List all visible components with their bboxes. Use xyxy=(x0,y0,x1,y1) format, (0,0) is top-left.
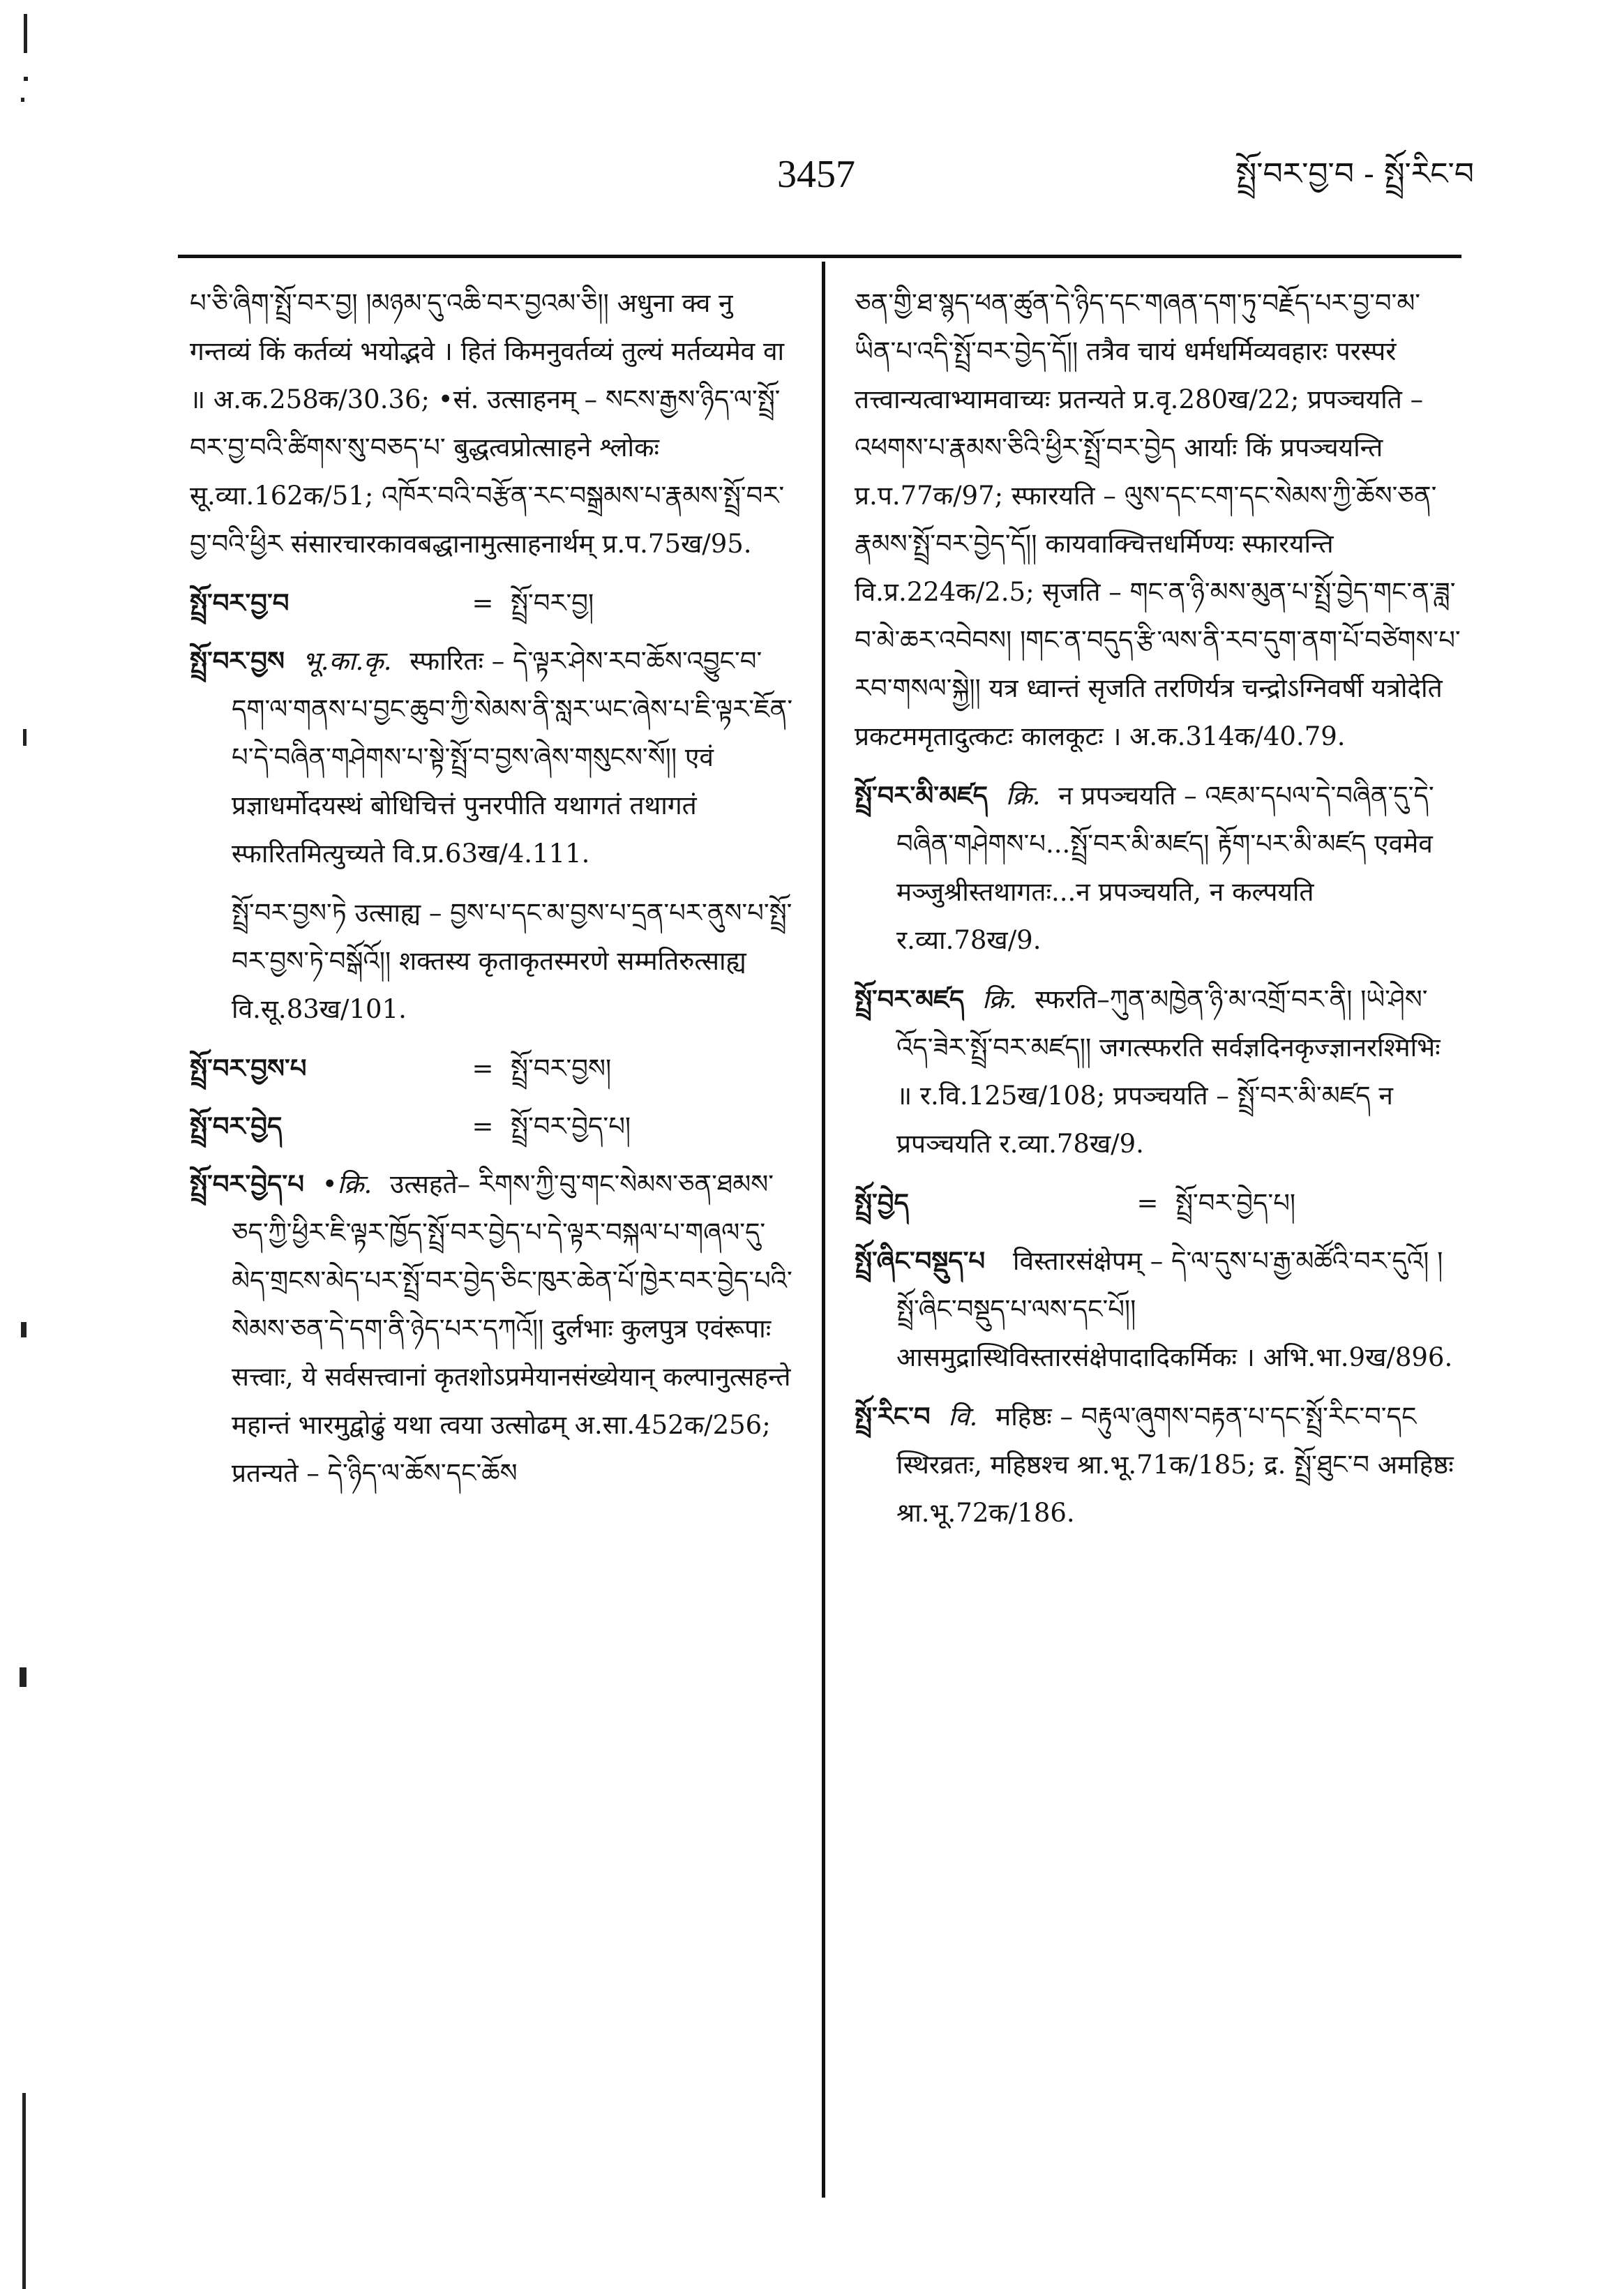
dictionary-entry xyxy=(855,975,1461,1168)
xref-target: སྤྲོ་བར་བྱས། xyxy=(511,1053,612,1083)
entry-body: महिष्ठः – བརྟུལ་ཞུགས་བརྟན་པ་དང་སྤྲོ་རིང་བ་དང स्थिरव्रतः, महिष्ठश्च श्रा.भू.71क/185; द्र. སྤྲོ་ཐུང་བ अमहिष्ठः श्रा.भू.72क/186. xyxy=(896,1402,1454,1528)
entry-body: उत्सहते– རིགས་ཀྱི་བུ་གང་སེམས་ཅན་ཐམས་ཅད་ཀྱི་ཕྱིར་ཇི་ལྟར་ཁྱོད་སྤྲོ་བར་བྱེད་པ་དེ་ལྟར་བསྐལ་པ་གཞལ་དུ་མེད་གྲངས་མེད་པར་སྤྲོ་བར་བྱེད་ཅིང་ཁུར་ཆེན་པོ་ཁྱེར་བར་བྱེད་པའི་སེམས་ཅན་དེ་དག་ནི་ཉེད་པར་དཀའོ།། दुर्लभाः कुलपुत्र एवंरूपाः सत्त्वाः, ये सर्वसत्त्वानां कृतशोऽप्रमेयानसंख्येयान् कल्पानुत्सहन्ते महान्तं भारमुद्वोढुं यथा त्वया उत्सोढम् अ.सा.452क/256; प्रतन्यते – དེ་ཉིད་ལ་ཆོས་དང་ཆོས xyxy=(232,1169,792,1488)
xref-headword: སྤྲོ་བར་བྱ་བ xyxy=(190,587,290,618)
equals-sign: = xyxy=(1136,1188,1159,1218)
grammar-tag: •क्रि. xyxy=(322,1169,373,1199)
grammar-tag: वि. xyxy=(948,1402,978,1432)
xref-target: སྤྲོ་བར་བྱེད་པ། xyxy=(1175,1188,1296,1218)
entry-body: स्फारितः – དེ་ལྟར་ཤེས་རབ་ཆོས་འབྱུང་བ་དག་ལ་གནས་པ་བྱང་ཆུབ་ཀྱི་སེམས་ནི་སླར་ཡང་ཞེས་པ་ཇི་ལྟར་ཇོན་པ་དེ་བཞིན་གཤེགས་པ་སྟེ་སྤྲོ་བ་བྱས་ཞེས་གསུངས་སོ།། एवं प्रज्ञाधर्मोदयस्थं बोधिचित्तं पुनरपीति यथागतं तथागतं स्फारितमित्युच्यते वि.प्र.63ख/4.111. xyxy=(232,646,793,869)
dictionary-entry xyxy=(855,1393,1461,1537)
grammar-tag: क्रि. xyxy=(1005,781,1041,811)
scan-margin-marks xyxy=(0,0,84,2289)
right-column xyxy=(855,279,1461,2191)
grammar-tag: भू.का.कृ. xyxy=(302,646,392,676)
cross-reference xyxy=(190,579,797,627)
cross-reference xyxy=(855,1179,1461,1227)
entry-headword: སྤྲོ་བར་མི་མཛད xyxy=(855,780,988,811)
xref-target: སྤྲོ་བར་བྱ། xyxy=(511,588,594,618)
dictionary-entry xyxy=(855,1237,1461,1381)
entry-headword: སྤྲོ་རིང་བ xyxy=(855,1401,931,1432)
entry-headword: སྤྲོ་ཞིང་བསྡུད་པ xyxy=(855,1245,986,1276)
entry-body: न प्रपञ्चयति – འཇམ་དཔལ་དེ་བཞིན་དུ་དེ་བཞིན་གཤེགས་པ...སྤྲོ་བར་མི་མཛད། རྟོག་པར་མི་མཛད एवमेव मञ्जुश्रीस्तथागतः...न प्रपञ्चयति, न कल्पयति र.व्या.78ख/9. xyxy=(896,781,1434,955)
column-divider xyxy=(822,262,825,2198)
running-head: སྤྲོ་བར་བྱ་བ - སྤྲོ་རིང་བ xyxy=(1235,156,1474,192)
cross-reference xyxy=(190,1044,797,1093)
cross-reference xyxy=(190,1102,797,1150)
xref-headword: སྤྲོ་བར་བྱེད xyxy=(190,1111,283,1141)
entry-headword: སྤྲོ་བར་བྱས xyxy=(190,645,285,676)
continuation-text: ཅན་གྱི་ཐ་སྙད་ཕན་ཚུན་དེ་ཉིད་དང་གཞན་དག་ཏུ་བརྗོད་པར་བྱ་བ་མ་ཡིན་པ་འདི་སྤྲོ་བར་བྱེད་དོ།། तत्रैव चायं धर्मधर्मिव्यवहारः परस्परं तत्त्वान्यत्वाभ्यामवाच्यः प्रतन्यते प्र.वृ.280ख/22; प्रपञ्चयति – འཕགས་པ་རྣམས་ཅིའི་ཕྱིར་སྤྲོ་བར་བྱེད आर्याः किं प्रपञ्चयन्ति प्र.प.77क/97; स्फारयति – ལུས་དང་ངག་དང་སེམས་ཀྱི་ཆོས་ཅན་རྣམས་སྤྲོ་བར་བྱེད་དོ།། कायवाक्चित्तधर्मिण्यः स्फारयन्ति वि.प्र.224क/2.5; सृजति – གང་ན་ཉི་མས་མུན་པ་སྤྲོ་བྱེད་གང་ན་ཟླ་བ་མེ་ཆར་འབེབས། །གང་ན་བདུད་རྩི་ལས་ནི་རབ་དུག་ནག་པོ་བཙེགས་པ་རབ་གསལ་སྐྱེ།། यत्र ध्वान्तं सृजति तरणिर्यत्र चन्द्रोऽग्निवर्षी यत्रोदेति प्रकटममृतादुत्कटः कालकूटः । अ.क.314क/40.79. xyxy=(855,288,1461,751)
equals-sign: = xyxy=(472,588,494,618)
entry-body: विस्तारसंक्षेपम् – དེ་ལ་དུས་པ་རྒྱ་མཚོའི་བར་དུའོ། །སྤྲོ་ཞིང་བསྡུད་པ་ལས་དང་པོ།། आसमुद्रास्थिविस्तारसंक्षेपादादिकर्मिकः । अभि.भा.9ख/896. xyxy=(896,1246,1453,1372)
page-number: 3457 xyxy=(777,153,855,196)
header-rule xyxy=(178,255,1461,258)
xref-headword: སྤྲོ་བར་བྱས་པ xyxy=(190,1053,307,1083)
sub-entry: སྤྲོ་བར་བྱས་ཏེ उत्साह्य – བྱས་པ་དང་མ་བྱས་པ་དྲན་པར་ནུས་པ་སྤྲོ་བར་བྱས་ཏེ་བསྒོའོ།། शक्तस्य कृताकृतस्मरणे सम्मतिरुत्साह्य वि.सू.83ख/101. xyxy=(232,898,792,1024)
continuation-text: པ་ཅི་ཞིག་སྤྲོ་བར་བྱ། །མཉམ་དུ་འཆི་བར་བྱའམ་ཅི།། अधुना क्व नु गन्तव्यं किं कर्तव्यं भयोद्भवे । हितं किमनुवर्तव्यं तुल्यं मर्तव्यमेव वा ॥ अ.क.258क/30.36; •सं. उत्साहनम् – སངས་རྒྱས་ཉིད་ལ་སྤྲོ་བར་བྱ་བའི་ཚིགས་སུ་བཅད་པ་ बुद्धत्वप्रोत्साहने श्लोकः सू.व्या.162क/51; འཁོར་བའི་བརྩོན་རང་བསྒྲམས་པ་རྣམས་སྤྲོ་བར་བྱ་བའི་ཕྱིར संसारचारकावबद्धानामुत्साहनार्थम् प्र.प.75ख/95. xyxy=(190,288,785,559)
xref-target: སྤྲོ་བར་བྱེད་པ། xyxy=(511,1111,631,1141)
entry-headword: སྤྲོ་བར་བྱེད་པ xyxy=(190,1169,304,1199)
grammar-tag: क्रि. xyxy=(982,984,1017,1014)
equals-sign: = xyxy=(472,1053,494,1083)
dictionary-entry xyxy=(190,637,797,878)
equals-sign: = xyxy=(472,1111,494,1141)
entry-body: स्फरति–ཀུན་མཁྱེན་ཉི་མ་འགྲོ་བར་ནི། །ཡེ་ཤེས་འོད་ཟེར་སྤྲོ་བར་མཛད།། जगत्स्फरति सर्वज्ञदिनकृज्ज्ञानरश्मिभिः ॥ र.वि.125ख/108; प्रपञ्चयति – སྤྲོ་བར་མི་མཛད न प्रपञ्चयति र.व्या.78ख/9. xyxy=(896,984,1441,1159)
entry-headword: སྤྲོ་བར་མཛད xyxy=(855,984,965,1014)
xref-headword: སྤྲོ་བྱེད xyxy=(855,1187,909,1218)
dictionary-entry xyxy=(855,772,1461,964)
dictionary-entry xyxy=(190,1160,797,1497)
left-column xyxy=(190,279,797,2191)
